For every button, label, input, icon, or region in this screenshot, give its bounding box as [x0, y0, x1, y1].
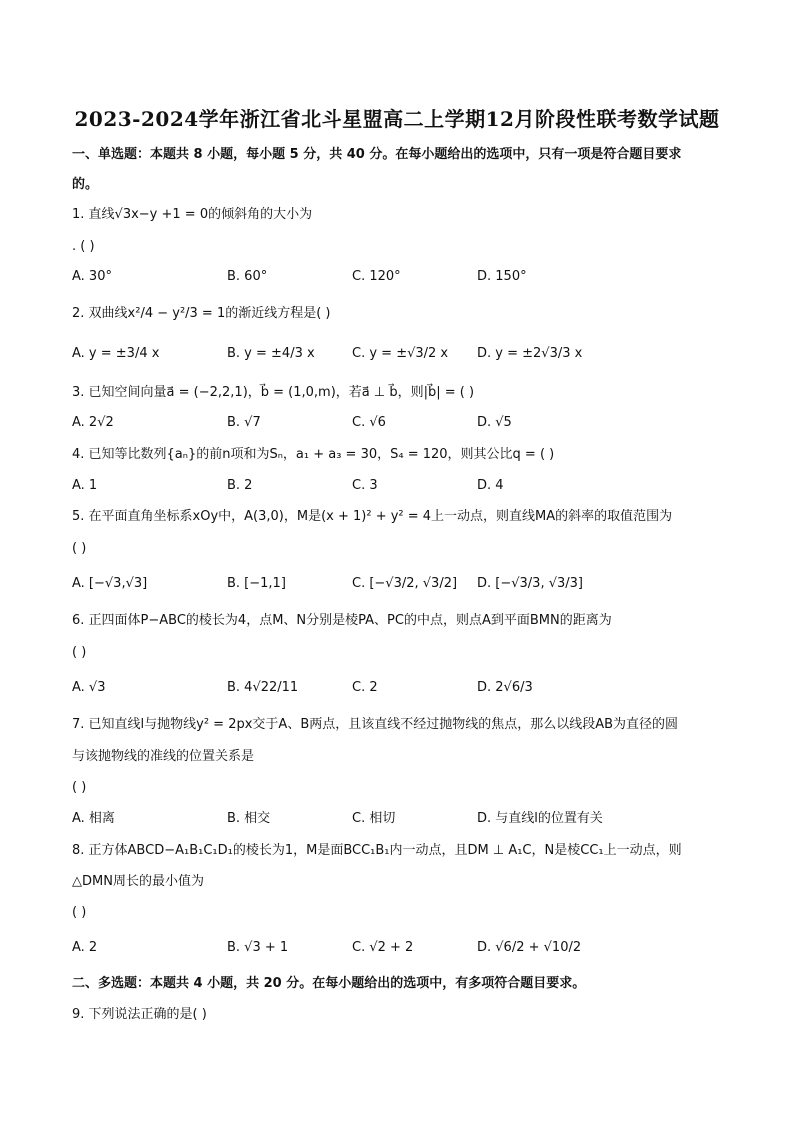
option-b: B. √7 [227, 415, 261, 430]
question-2-options [72, 343, 732, 365]
option-d: D. y = ±2√3/3 x [477, 346, 583, 361]
question-8-stem-cont: △DMN周长的最小值为 [72, 874, 204, 889]
question-8-options [72, 937, 732, 959]
question-1-stem: 1. 直线√3x−y +1 = 0的倾斜角的大小为 [72, 207, 313, 222]
question-6-stem: 6. 正四面体P−ABC的棱长为4，点M、N分别是棱PA、PC的中点，则点A到平面BMN的距离为 [72, 613, 612, 628]
option-d: D. 2√6/3 [477, 680, 533, 695]
question-2-stem: 2. 双曲线x²/4 − y²/3 = 1的渐近线方程是( ) [72, 306, 331, 321]
option-d: D. 4 [477, 478, 504, 493]
question-7-paren: ( ) [72, 780, 87, 795]
question-7-stem-cont: 与该抛物线的准线的位置关系是 [72, 749, 255, 764]
option-b: B. 相交 [227, 811, 271, 826]
option-a: A. 2√2 [72, 415, 114, 430]
question-5-paren: ( ) [72, 541, 87, 556]
option-a: A. 2 [72, 940, 98, 955]
option-c: C. y = ±√3/2 x [352, 346, 449, 361]
option-b: B. √3 + 1 [227, 940, 289, 955]
option-c: C. 3 [352, 478, 378, 493]
option-d: D. √5 [477, 415, 512, 430]
question-3-stem: 3. 已知空间向量a⃗ = (−2,2,1)，b⃗ = (1,0,m)，若a⃗ ⊥ b⃗，则|b⃗| = ( ) [72, 385, 475, 400]
question-8-stem: 8. 正方体ABCD−A₁B₁C₁D₁的棱长为1，M是面BCC₁B₁内一动点，且DM ⊥ A₁C，N是棱CC₁上一动点，则 [72, 843, 682, 858]
option-d: D. 150° [477, 269, 527, 284]
option-c: C. 120° [352, 269, 401, 284]
question-1-options [72, 266, 732, 288]
option-b: B. 60° [227, 269, 268, 284]
option-c: C. 2 [352, 680, 378, 695]
option-c: C. √2 + 2 [352, 940, 414, 955]
question-7-stem: 7. 已知直线l与抛物线y² = 2px交于A、B两点，且该直线不经过抛物线的焦点，那么以线段AB为直径的圆 [72, 717, 679, 732]
question-9-stem: 9. 下列说法正确的是( ) [72, 1007, 207, 1022]
question-5-stem: 5. 在平面直角坐标系xOy中，A(3,0)，M是(x + 1)² + y² = 4上一动点，则直线MA的斜率的取值范围为 [72, 509, 673, 524]
option-d: D. √6/2 + √10/2 [477, 940, 582, 955]
option-d: D. [−√3/3, √3/3] [477, 576, 583, 591]
section2-heading: 二、多选题：本题共 4 小题，共 20 分。在每小题给出的选项中，有多项符合题目要求。 [72, 976, 586, 991]
option-b: B. [−1,1] [227, 576, 286, 591]
option-c: C. √6 [352, 415, 386, 430]
question-4-options [72, 475, 732, 497]
question-3-options [72, 412, 732, 434]
option-c: C. 相切 [352, 811, 396, 826]
option-b: B. y = ±4/3 x [227, 346, 315, 361]
question-7-options [72, 808, 732, 830]
option-b: B. 4√22/11 [227, 680, 299, 695]
question-4-stem: 4. 已知等比数列{aₙ}的前n项和为Sₙ，a₁ + a₃ = 30，S₄ = 120，则其公比q = ( ) [72, 447, 555, 462]
option-a: A. 30° [72, 269, 112, 284]
option-d: D. 与直线l的位置有关 [477, 811, 603, 826]
page-title: 2023-2024学年浙江省北斗星盟高二上学期12月阶段性联考数学试题 [74, 107, 720, 131]
section1-heading-cont: 的。 [72, 177, 99, 192]
option-a: A. √3 [72, 680, 106, 695]
question-6-paren: ( ) [72, 645, 87, 660]
option-a: A. y = ±3/4 x [72, 346, 160, 361]
option-b: B. 2 [227, 478, 253, 493]
question-8-paren: ( ) [72, 905, 87, 920]
option-a: A. 1 [72, 478, 98, 493]
question-1-paren: . ( ) [72, 239, 95, 254]
option-a: A. [−√3,√3] [72, 576, 148, 591]
section1-heading: 一、单选题：本题共 8 小题，每小题 5 分，共 40 分。在每小题给出的选项中，只有一项是符合题目要求 [72, 147, 682, 162]
question-6-options [72, 677, 732, 699]
option-a: A. 相离 [72, 811, 115, 826]
question-5-options [72, 573, 732, 595]
option-c: C. [−√3/2, √3/2] [352, 576, 458, 591]
